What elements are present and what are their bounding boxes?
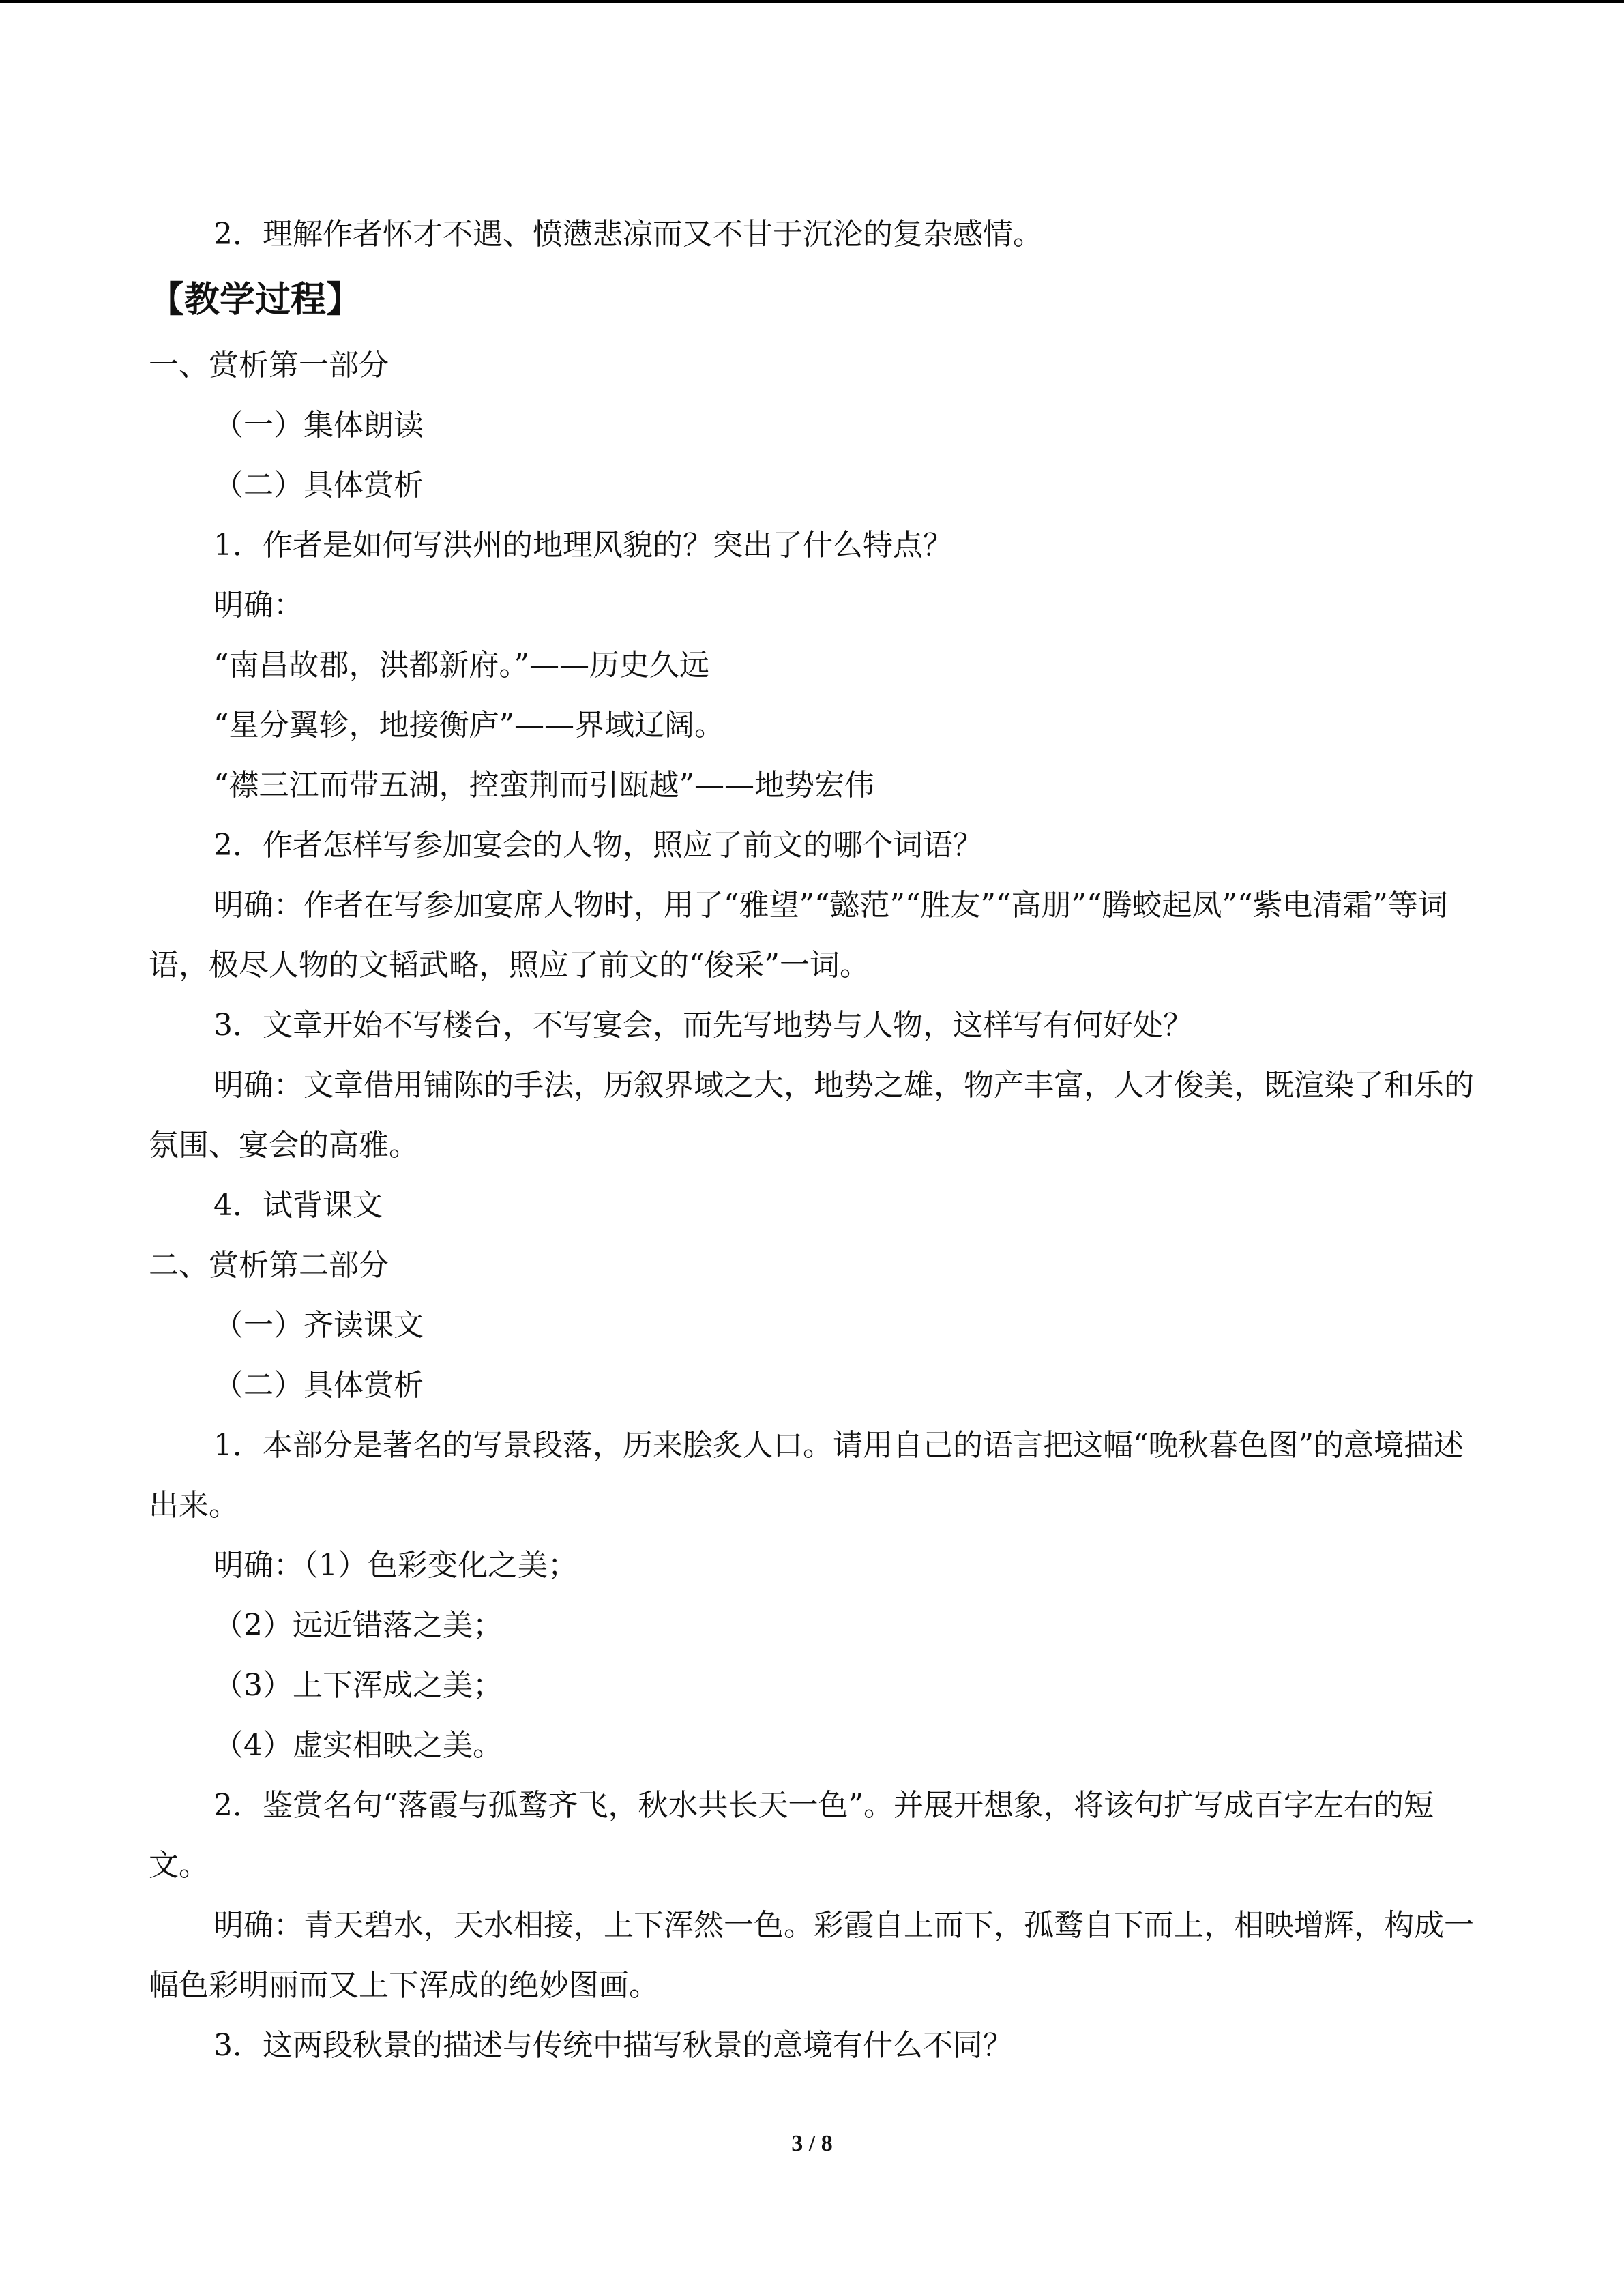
part1-answer-1-label: 明确： [213, 588, 304, 623]
part1-answer-2: 明确：作者在写参加宴席人物时，用了“雅望”“懿范”“胜友”“高朋”“腾蛟起凤”“紫电清霜”等词语，极尽人物的文韬武略，照应了前文的“俊采”一词。 [149, 888, 1448, 983]
part2-answer-1-line-1: 明确：（1）色彩变化之美； [213, 1548, 578, 1583]
part1-sub2: （二）具体赏析 [213, 468, 424, 503]
part2-question-2: 2．鉴赏名句“落霞与孤鹜齐飞，秋水共长天一色”。并展开想象，将该句扩写成百字左右的短文。 [149, 1788, 1434, 1883]
part1-title: 一、赏析第一部分 [149, 348, 389, 383]
part2-answer-2: 明确：青天碧水，天水相接，上下浑然一色。彩霞自上而下，孤鹜自下而上，相映增辉，构成一幅色彩明丽而又上下浑成的绝妙图画。 [149, 1908, 1474, 2003]
page-number: 3 / 8 [791, 2131, 833, 2156]
part2-sub2: （二）具体赏析 [213, 1368, 424, 1403]
part1-question-4: 4．试背课文 [213, 1188, 383, 1223]
part2-question-1: 1．本部分是著名的写景段落，历来脍炙人口。请用自己的语言把这幅“晚秋暮色图”的意境描述出来。 [149, 1428, 1464, 1523]
section-heading: 【教学过程】 [149, 280, 362, 320]
part1-question-2: 2．作者怎样写参加宴会的人物，照应了前文的哪个词语？ [213, 828, 983, 863]
part2-answer-1-line-2: （2）远近错落之美； [213, 1608, 503, 1643]
part2-answer-1-line-4: （4）虚实相映之美。 [213, 1728, 503, 1763]
document-body [149, 205, 1475, 2076]
part2-title: 二、赏析第二部分 [149, 1248, 389, 1283]
part2-question-3: 3．这两段秋景的描述与传统中描写秋景的意境有什么不同？ [213, 2028, 1013, 2063]
part1-answer-3: 明确：文章借用铺陈的手法，历叙界域之大，地势之雄，物产丰富，人才俊美，既渲染了和乐的氛围、宴会的高雅。 [149, 1068, 1474, 1163]
part1-sub1: （一）集体朗读 [213, 408, 424, 443]
part2-sub1: （一）齐读课文 [213, 1308, 424, 1343]
part1-answer-1-line-2: “星分翼轸，地接衡庐”——界域辽阔。 [213, 708, 724, 743]
part2-answer-1-line-3: （3）上下浑成之美； [213, 1668, 503, 1703]
part1-answer-1-line-3: “襟三江而带五湖，控蛮荆而引瓯越”——地势宏伟 [213, 768, 874, 803]
part1-answer-1-line-1: “南昌故郡，洪都新府。”——历史久远 [213, 648, 709, 683]
part1-question-3: 3．文章开始不写楼台，不写宴会，而先写地势与人物，这样写有何好处？ [213, 1008, 1193, 1043]
top-border-line [0, 0, 1624, 3]
part1-question-1: 1．作者是如何写洪州的地理风貌的？突出了什么特点？ [213, 528, 953, 563]
objective-item-2: 2．理解作者怀才不遇、愤懑悲凉而又不甘于沉沦的复杂感情。 [213, 217, 1043, 252]
